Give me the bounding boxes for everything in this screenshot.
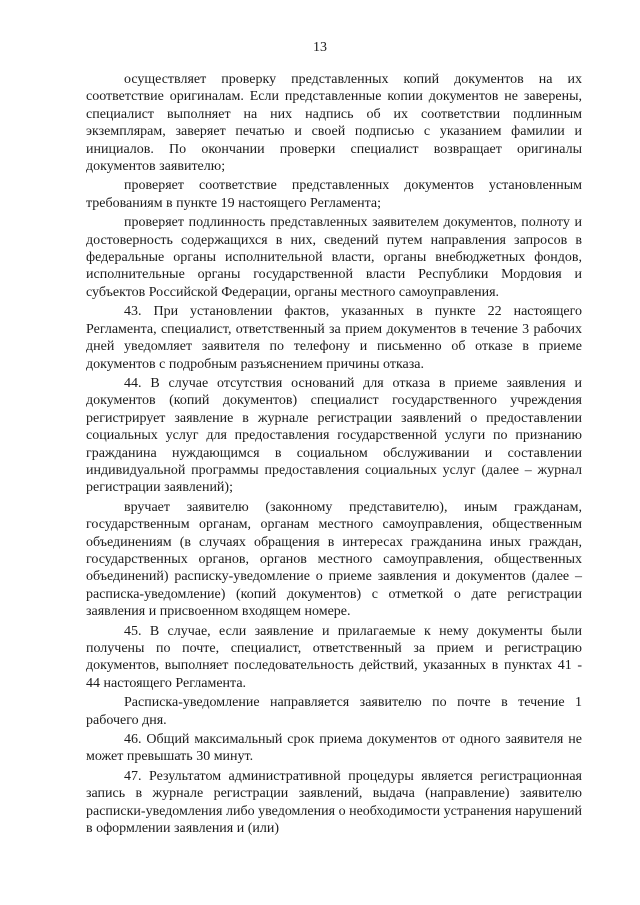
document-body bbox=[86, 71, 582, 839]
paragraph-mail-notice: Расписка-уведомление направляется заявителю по почте в течение 1 рабочего дня. bbox=[86, 695, 582, 728]
paragraph-requirements-check: проверяет соответствие представленных документов установленным требованиям в пункте 19 настоящего Регламента; bbox=[86, 178, 582, 211]
paragraph-item-47: 47. Результатом административной процедуры является регистрационная запись в журнале регистрации заявлений, выдача (направление) заявителю расписки-уведомления либо уведомления о необходимости устранения нарушений в оформлении заявления и (или) bbox=[86, 768, 582, 837]
paragraph-document-verification: осуществляет проверку представленных копий документов на их соответствие оригиналам. Если представленные копии документов не заверены, специалист выполняет на них надпись об их соответствии подлинным экземплярам, заверяет печатью и своей подписью с указанием фамилии и инициалов. По окончании проверки специалист возвращает оригиналы документов заявителю; bbox=[86, 72, 582, 175]
paragraph-item-44: 44. В случае отсутствия оснований для отказа в приеме заявления и документов (копий документов) специалист государственного учреждения регистрирует заявление в журнале регистрации заявлений о предоставлении социальных услуг для предоставления государственной услуги по признанию гражданина нуждающимся в социальном обслуживании и составлении индивидуальной программы предоставления социальных услуг (далее – журнал регистрации заявлений); bbox=[86, 375, 582, 496]
page-number: 13 bbox=[313, 40, 327, 55]
paragraph-authenticity-check: проверяет подлинность представленных заявителем документов, полноту и достоверность содержащихся в них, сведений путем направления запросов в федеральные органы исполнительной власти, органы внебюджетных фондов, исполнительные органы государственной власти Республики Мордовия и субъектов Российской Федерации, органы местного самоуправления. bbox=[86, 215, 582, 300]
paragraph-receipt-notice: вручает заявителю (законному представителю), иным гражданам, государственным органам, органам местного самоуправления, общественным объединениям (в случаях обращения в интересах гражданина иных граждан, государственных органов, органов местного самоуправления, общественных объединений) расписку-уведомление о приеме заявления и документов (далее – расписка-уведомление) (копий документов) с отметкой о дате регистрации заявления и присвоенном входящем номере. bbox=[86, 499, 582, 620]
paragraph-item-46: 46. Общий максимальный срок приема документов от одного заявителя не может превышать 30 минут. bbox=[86, 732, 582, 765]
paragraph-item-43: 43. При установлении фактов, указанных в пункте 22 настоящего Регламента, специалист, ответственный за прием документов в течение 3 рабочих дней уведомляет заявителя по телефону и письменно об отказе в приеме документов с подробным разъяснением причины отказа. bbox=[86, 304, 582, 372]
paragraph-item-45: 45. В случае, если заявление и прилагаемые к нему документы были получены по почте, специалист, ответственный за прием и регистрацию документов, выполняет последовательность действий, указанных в пунктах 41 - 44 настоящего Регламента. bbox=[86, 623, 582, 691]
